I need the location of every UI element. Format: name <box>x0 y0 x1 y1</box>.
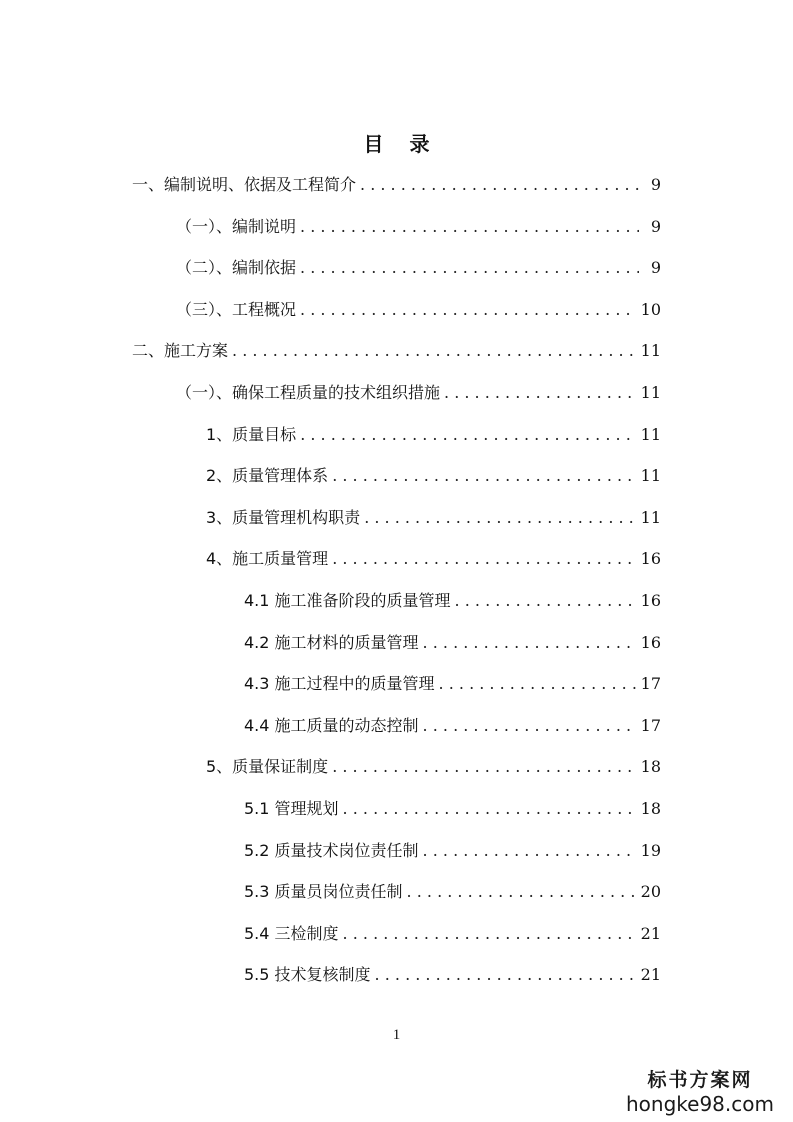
toc-entry-page: 11 <box>640 424 661 444</box>
toc-entry-label: 5.5 技术复核制度 <box>244 965 371 985</box>
toc-entry-page: 11 <box>640 507 661 527</box>
toc-entry-label: 2、质量管理体系 <box>206 466 329 486</box>
toc-entry-label: 5、质量保证制度 <box>206 757 329 777</box>
toc-entry-page: 19 <box>640 840 661 860</box>
toc-dot-leader <box>300 289 637 331</box>
toc-entry-label: 3、质量管理机构职责 <box>206 507 361 527</box>
toc-entry[interactable] <box>132 164 661 206</box>
toc-entry-label: 4.1 施工准备阶段的质量管理 <box>244 591 451 610</box>
toc-entry[interactable] <box>244 622 661 664</box>
toc-dot-leader <box>332 746 636 788</box>
toc-dot-leader <box>423 830 637 872</box>
toc-entry-label: （一）、编制说明 <box>176 216 297 236</box>
toc-entry-page: 16 <box>640 549 661 569</box>
toc-dot-leader <box>343 913 637 955</box>
toc-entry[interactable] <box>206 497 661 539</box>
toc-title-left: 目 <box>363 132 384 156</box>
toc-entry-page: 17 <box>640 715 661 735</box>
toc-entry-label: 5.3 质量员岗位责任制 <box>244 882 403 902</box>
toc-entry-label: 4.4 施工质量的动态控制 <box>244 715 419 735</box>
toc-entry-page: 10 <box>640 299 661 319</box>
toc-entry-page: 11 <box>640 466 661 486</box>
toc-dot-leader <box>300 414 636 456</box>
toc-entry[interactable] <box>132 330 661 372</box>
toc-dot-leader <box>407 871 637 913</box>
toc-entry-page: 21 <box>640 923 661 943</box>
toc-entry-page: 11 <box>640 383 661 402</box>
toc-title <box>0 128 793 157</box>
toc-dot-leader <box>423 622 637 664</box>
toc-entry-page: 9 <box>650 216 661 236</box>
toc-entry[interactable] <box>206 538 661 580</box>
toc-entry-page: 9 <box>650 258 661 278</box>
toc-entry[interactable] <box>176 206 661 248</box>
toc-entry[interactable] <box>244 705 661 747</box>
toc-dot-leader <box>375 954 637 996</box>
toc-entry[interactable] <box>176 372 661 414</box>
toc-dot-leader <box>300 206 639 248</box>
toc-entry-label: 4.2 施工材料的质量管理 <box>244 632 419 652</box>
toc-dot-leader <box>364 497 636 539</box>
toc-entry-page: 18 <box>640 757 661 777</box>
toc-entry-page: 16 <box>640 591 661 610</box>
toc-entry-page: 20 <box>640 882 661 902</box>
toc-entry-label: 一、编制说明、依据及工程简介 <box>132 175 357 194</box>
toc-entry-label: 5.1 管理规划 <box>244 799 339 818</box>
toc-entry[interactable] <box>244 663 661 705</box>
toc-entry-label: 1、质量目标 <box>206 424 297 444</box>
toc-dot-leader <box>455 580 637 622</box>
page-number: 1 <box>392 1027 401 1043</box>
toc-entry[interactable] <box>244 954 661 996</box>
toc-entry-page: 11 <box>640 341 661 361</box>
watermark-name: 标书方案网 <box>647 1069 753 1091</box>
watermark-url: hongke98.com <box>626 1092 774 1116</box>
toc-dot-leader <box>232 330 637 372</box>
toc-entry[interactable] <box>176 247 661 289</box>
toc-entry-page: 18 <box>640 799 661 818</box>
toc-dot-leader <box>439 663 637 705</box>
toc-dot-leader <box>360 164 639 206</box>
toc-dot-leader <box>300 247 639 289</box>
toc-entry-page: 21 <box>640 965 661 985</box>
toc-entry[interactable] <box>206 746 661 788</box>
toc-entry[interactable] <box>244 871 661 913</box>
toc-entry-label: 5.4 三检制度 <box>244 923 339 943</box>
toc-entry[interactable] <box>244 580 661 622</box>
toc-title-right: 录 <box>409 132 430 156</box>
toc-dot-leader <box>332 538 636 580</box>
toc-entry[interactable] <box>244 830 661 872</box>
toc-entry[interactable] <box>206 455 661 497</box>
toc-dot-leader <box>332 455 636 497</box>
toc-dot-leader <box>444 372 637 414</box>
watermark-logo <box>625 1068 775 1116</box>
toc-entry-page: 16 <box>640 632 661 652</box>
toc-entry[interactable] <box>176 289 661 331</box>
toc-entry[interactable] <box>244 788 661 830</box>
toc-entry[interactable] <box>206 414 661 456</box>
toc-dot-leader <box>423 705 637 747</box>
toc-entry-page: 17 <box>640 674 661 694</box>
toc-dot-leader <box>343 788 637 830</box>
toc-entry-label: （二）、编制依据 <box>176 258 297 278</box>
toc-entry-label: 二、施工方案 <box>132 341 229 361</box>
toc-entry-label: （一）、确保工程质量的技术组织措施 <box>176 383 441 402</box>
toc-entry-label: 5.2 质量技术岗位责任制 <box>244 840 419 860</box>
toc-entry-page: 9 <box>650 175 661 194</box>
toc-entry[interactable] <box>244 913 661 955</box>
toc-entry-label: 4.3 施工过程中的质量管理 <box>244 674 435 694</box>
toc-entry-label: （三）、工程概况 <box>176 299 297 319</box>
toc-entry-label: 4、施工质量管理 <box>206 549 329 569</box>
